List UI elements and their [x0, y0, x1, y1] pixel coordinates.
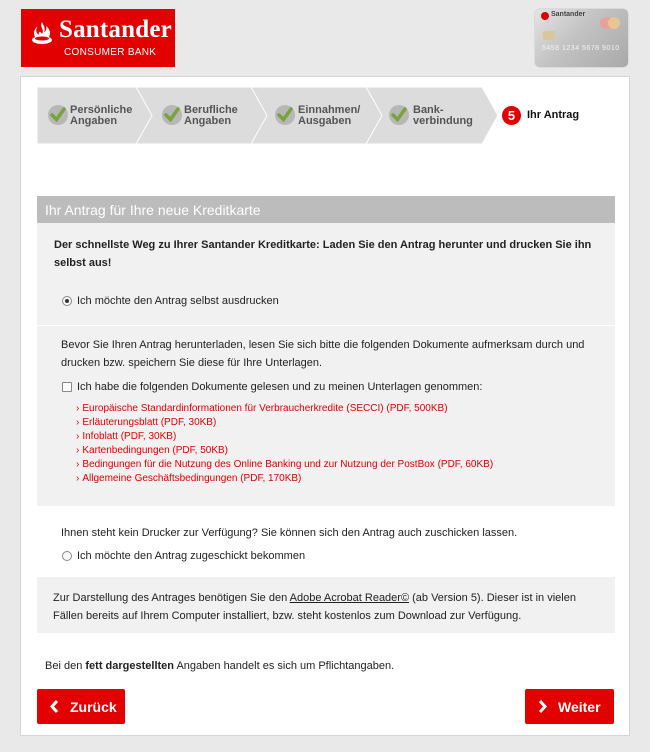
check-icon — [388, 104, 410, 126]
document-link[interactable]: › Allgemeine Geschäftsbedingungen (PDF, 170KB) — [76, 473, 302, 484]
acrobat-text: Zur Darstellung des Antrages benötigen Sie den Adobe Acrobat Reader© (ab Version 5). Dieser ist in vielen Fällen bereits auf Ihrem Computer installiert, bzw. steht kostenlos zum Download zur Verfügung. — [53, 592, 576, 622]
print-option-row — [37, 276, 615, 325]
arrow-right-icon: › — [76, 403, 80, 414]
send-option-row — [37, 506, 615, 577]
check-icon — [47, 104, 69, 126]
arrow-right-icon: › — [76, 431, 80, 442]
flame-icon — [31, 21, 53, 45]
document-link[interactable]: › Infoblatt (PDF, 30KB) — [76, 431, 177, 442]
next-button-label: Weiter — [558, 699, 601, 715]
arrow-right-icon: › — [76, 459, 80, 470]
check-icon — [161, 104, 183, 126]
back-button[interactable] — [37, 689, 125, 724]
check-icon — [274, 104, 296, 126]
no-printer-text: Ihnen steht kein Drucker zur Verfügung? Sie können sich den Antrag auch zuschicken lassen. — [61, 527, 518, 539]
brand-subtitle: CONSUMER BANK — [64, 47, 157, 58]
step-label: Bank- verbindung — [413, 104, 473, 127]
intro-row — [37, 223, 615, 276]
document-link[interactable]: › Bedingungen für die Nutzung des Online Banking und zur Nutzung der PostBox (PDF, 60KB) — [76, 459, 494, 470]
step-bank — [366, 87, 498, 144]
document-link[interactable]: › Kartenbedingungen (PDF, 50KB) — [76, 445, 228, 456]
send-by-mail-radio[interactable] — [62, 551, 72, 561]
back-button-label: Zurück — [70, 699, 117, 715]
arrow-right-icon: › — [76, 473, 80, 484]
acrobat-reader-link[interactable]: Adobe Acrobat Reader© — [289, 592, 410, 604]
credit-card-image — [535, 9, 628, 67]
application-panel — [20, 76, 630, 736]
chevron-right-icon — [538, 700, 548, 713]
documents-intro: Bevor Sie Ihren Antrag herunterladen, lesen Sie sich bitte die folgenden Dokumente aufmerksam durch und drucken bzw. speichern Sie diese für Ihre Unterlagen. — [61, 339, 585, 369]
step-label-active: Ihr Antrag — [527, 109, 580, 121]
send-by-mail-label[interactable]: Ich möchte den Antrag zugeschickt bekommen — [77, 550, 306, 562]
arrow-right-icon: › — [76, 445, 80, 456]
card-flame-icon — [541, 12, 549, 20]
step-label: Berufliche Angaben — [184, 104, 238, 127]
documents-row — [37, 326, 615, 506]
document-link[interactable]: › Europäische Standardinformationen für Verbraucherkredite (SECCI) (PDF, 500KB) — [76, 403, 448, 414]
documents-read-label[interactable]: Ich habe die folgenden Dokumente gelesen und zu meinen Unterlagen genommen: — [77, 381, 483, 393]
card-chip-icon — [543, 31, 555, 40]
intro-text: Der schnellste Weg zu Ihrer Santander Kreditkarte: Laden Sie den Antrag herunter und drucken Sie ihn selbst aus! — [54, 239, 592, 269]
card-number: 5458 1234 5678 9010 — [542, 45, 620, 52]
step-label: Einnahmen/ Ausgaben — [298, 104, 361, 127]
step-label: Persönliche Angaben — [70, 104, 133, 127]
print-self-radio[interactable] — [62, 296, 72, 306]
section-title: Ihr Antrag für Ihre neue Kreditkarte — [37, 196, 615, 223]
mandatory-note: Bei den fett dargestellten Angaben handelt es sich um Pflichtangaben. — [45, 660, 395, 672]
card-brand: Santander — [551, 11, 586, 18]
arrow-right-icon: › — [76, 417, 80, 428]
mastercard-icon-overlap — [608, 17, 620, 29]
chevron-left-icon — [49, 700, 59, 713]
acrobat-row — [37, 577, 615, 633]
document-link[interactable]: › Erläuterungsblatt (PDF, 30KB) — [76, 417, 217, 428]
step-professional — [136, 87, 268, 144]
progress-steps — [37, 87, 615, 144]
brand-name: Santander — [59, 16, 172, 43]
step-application — [492, 87, 615, 144]
step-income — [251, 87, 383, 144]
santander-logo[interactable] — [21, 9, 175, 67]
step-number-badge: 5 — [502, 106, 521, 125]
documents-read-checkbox[interactable] — [62, 382, 72, 392]
next-button[interactable] — [525, 689, 614, 724]
print-self-label[interactable]: Ich möchte den Antrag selbst ausdrucken — [77, 295, 279, 307]
header — [0, 0, 650, 76]
